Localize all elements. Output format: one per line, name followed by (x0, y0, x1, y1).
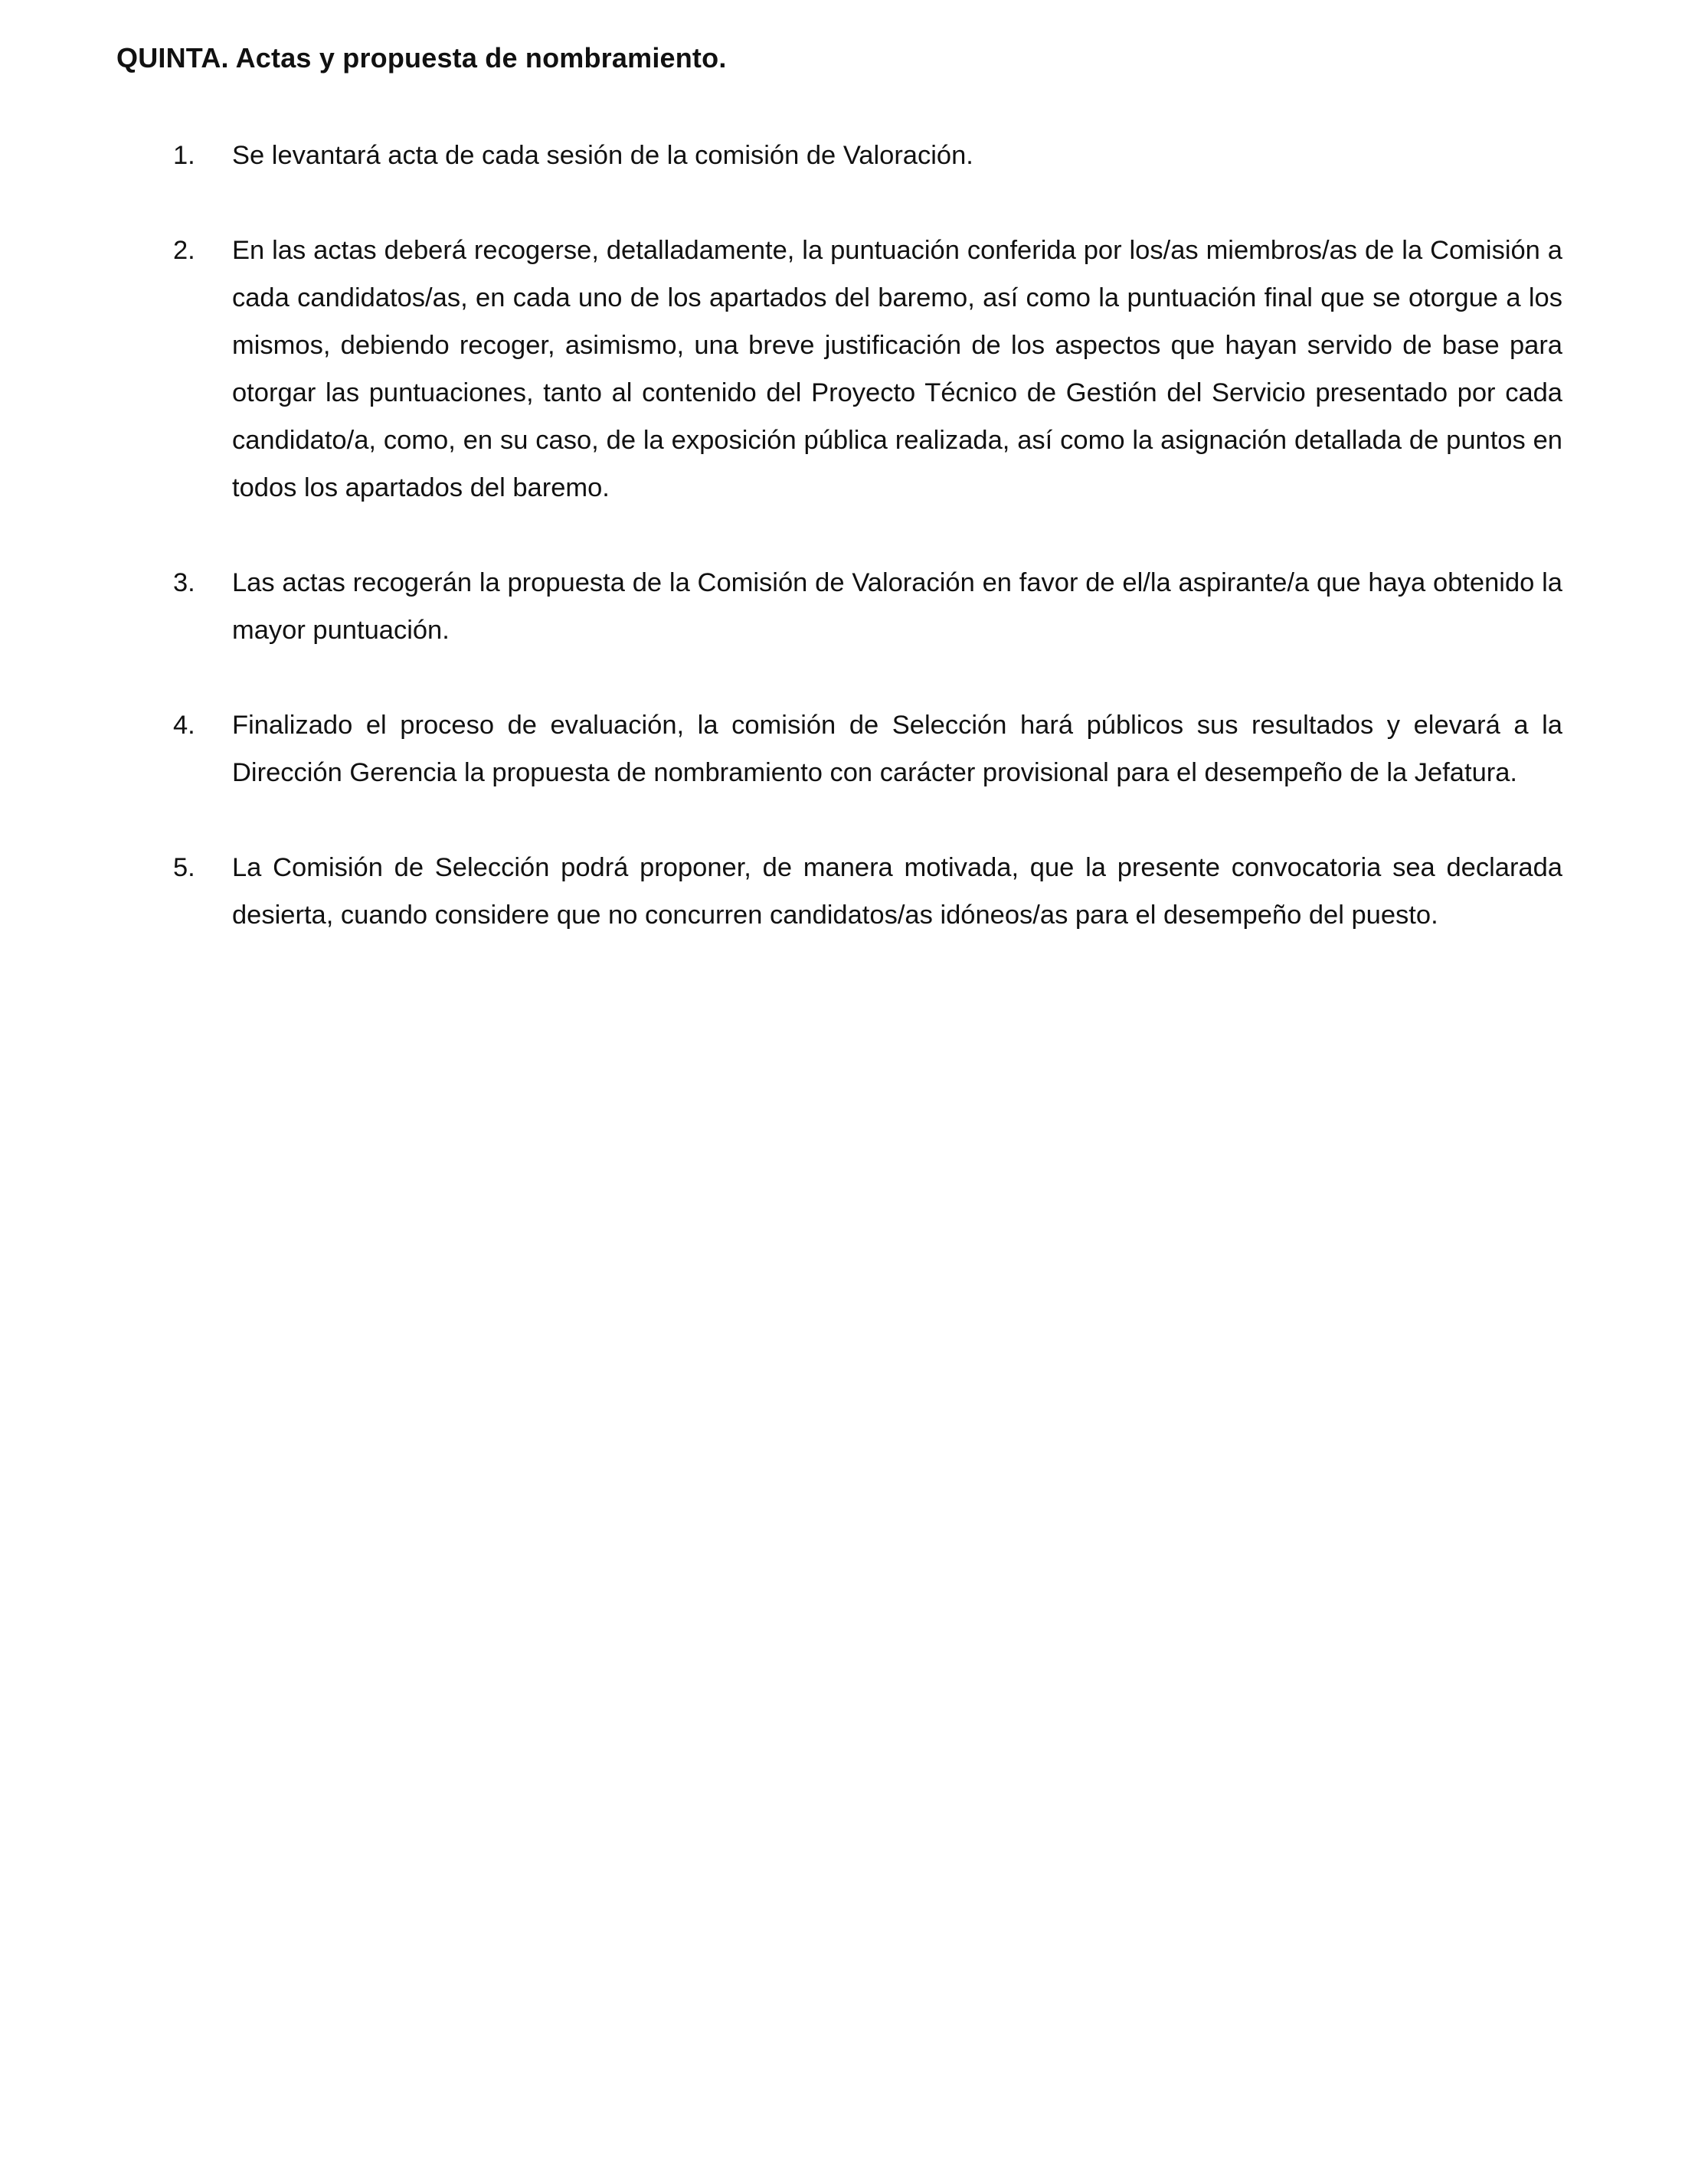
list-item-text: Se levantará acta de cada sesión de la comisión de Valoración. (232, 141, 973, 170)
list-item (116, 559, 1562, 654)
list-item-number: 2. (173, 236, 195, 265)
list-item-number: 4. (173, 711, 195, 740)
list-item-text: En las actas deberá recogerse, detalladamente, la puntuación conferida por los/as miembros/as de la Comisión a cada candidatos/as, en cada uno de los apartados del baremo, así como la puntuación final que se otorgue a los mismos, debiendo recoger, asimismo, una breve justificación de los aspectos que hayan servido de base para otorgar las puntuaciones, tanto al contenido del Proyecto Técnico de Gestión del Servicio presentado por cada candidato/a, como, en su caso, de la exposición pública realizada, así como la asignación detallada de puntos en todos los apartados del baremo. (232, 236, 1562, 502)
numbered-list (116, 132, 1562, 986)
list-item-text: Finalizado el proceso de evaluación, la comisión de Selección hará públicos sus resultados y elevará a la Dirección Gerencia la propuesta de nombramiento con carácter provisional para el desempeño de la Jefatura. (232, 711, 1562, 787)
list-item (116, 227, 1562, 512)
list-item-number: 1. (173, 141, 195, 170)
list-item (116, 701, 1562, 796)
list-item-number: 5. (173, 853, 195, 882)
section-heading: QUINTA. Actas y propuesta de nombramiento. (116, 42, 727, 74)
list-item-text: La Comisión de Selección podrá proponer, de manera motivada, que la presente convocatoria sea declarada desierta, cuando considere que no concurren candidatos/as idóneos/as para el desempeño del puesto. (232, 853, 1562, 930)
list-item-text: Las actas recogerán la propuesta de la Comisión de Valoración en favor de el/la aspirante/a que haya obtenido la mayor puntuación. (232, 568, 1562, 645)
list-item (116, 132, 1562, 179)
list-item (116, 844, 1562, 939)
list-item-number: 3. (173, 568, 195, 597)
